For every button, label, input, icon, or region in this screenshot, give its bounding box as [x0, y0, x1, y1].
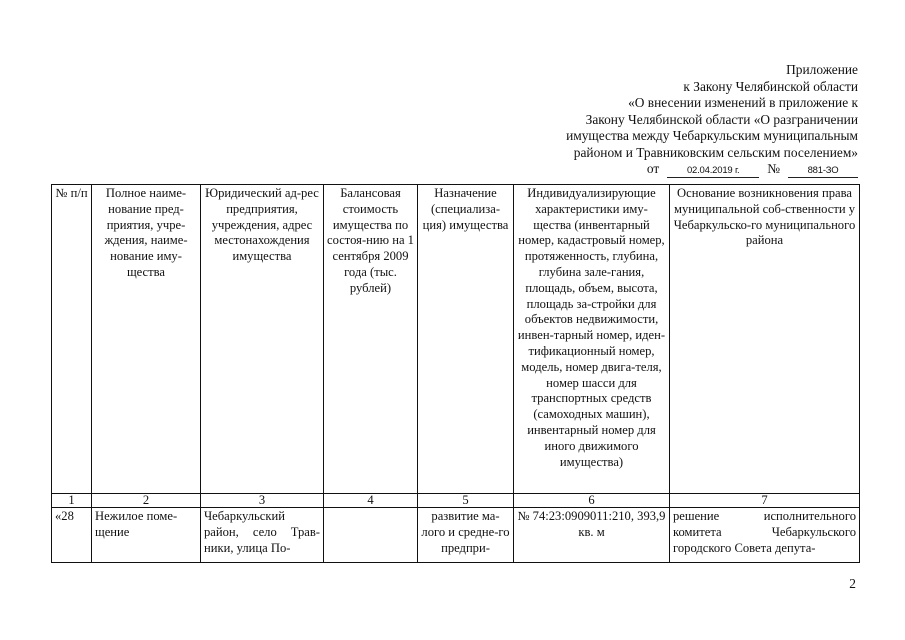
- appendix-line: «О внесении изменений в приложение к: [628, 95, 858, 110]
- ownership-basis: решение исполнительного комитета Чебаркульского городского Совета депута-: [670, 508, 860, 563]
- property-table: [51, 184, 860, 563]
- column-number: 4: [324, 494, 418, 508]
- law-date: 02.04.2019 г.: [667, 165, 759, 178]
- header-cell: Основание возникновения права муниципальной соб-ственности у Чебаркульско-го муниципального района: [670, 185, 860, 494]
- page-number: 2: [849, 576, 856, 591]
- from-label: от: [646, 161, 660, 176]
- number-label: №: [767, 161, 780, 176]
- appendix-line: Приложение: [786, 62, 858, 77]
- column-number: 1: [52, 494, 92, 508]
- column-number: 2: [92, 494, 201, 508]
- appendix-header: [498, 62, 858, 178]
- appendix-line: районом и Травниковским сельским поселением»: [573, 144, 858, 160]
- appendix-line: к Закону Челябинской области: [683, 78, 858, 94]
- column-number-row: [52, 494, 860, 508]
- header-cell: Балансовая стоимость имущества по состоя-нию на 1 сентября 2009 года (тыс. рублей): [324, 185, 418, 494]
- table-header-row: [52, 185, 860, 494]
- property-characteristics: № 74:23:0909011:210, 393,9 кв. м: [514, 508, 670, 563]
- balance-value: [324, 508, 418, 563]
- property-address: Чебаркульский район, село Трав-ники, улица По-: [201, 508, 324, 563]
- column-number: 6: [514, 494, 670, 508]
- column-number: 7: [670, 494, 860, 508]
- appendix-line: Закону Челябинской области «О разграничении: [585, 111, 858, 127]
- column-number: 3: [201, 494, 324, 508]
- row-number: «28: [52, 508, 92, 563]
- property-name: Нежилое поме-щение: [92, 508, 201, 563]
- header-cell: Полное наиме-нование пред-приятия, учре-ждения, наиме-нование иму-щества: [92, 185, 201, 494]
- table-row: [52, 508, 860, 563]
- column-number: 5: [418, 494, 514, 508]
- law-number: 881-ЗО: [788, 165, 858, 178]
- header-cell: Назначение (специализа-ция) имущества: [418, 185, 514, 494]
- header-cell: № п/п: [52, 185, 92, 494]
- header-cell: Индивидуализирующие характеристики иму-щества (инвентарный номер, кадастровый номер, протяженность, глубина, глубина зале-гания, площадь, объем, высота, площадь за-стройки для объектов недвижимости, инвен-тарный номер, иден-тификационный номер, модель, номер двига-теля, номер шасси для транспортных средств (самоходных машин), инвентарный номер для иного движимого имущества): [514, 185, 670, 494]
- law-date-number: [498, 161, 858, 178]
- property-purpose: развитие ма-лого и средне-го предпри-: [418, 508, 514, 563]
- appendix-line: имущества между Чебаркульским муниципальным: [566, 128, 858, 143]
- header-cell: Юридический ад-рес предприятия, учреждения, адрес местонахождения имущества: [201, 185, 324, 494]
